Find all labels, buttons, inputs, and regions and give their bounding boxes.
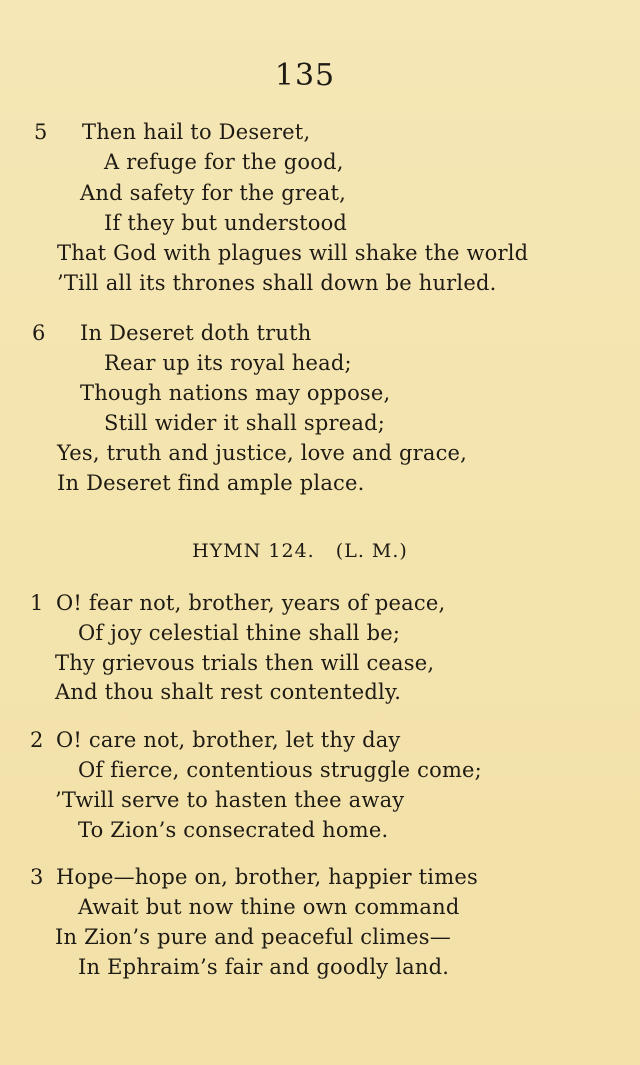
verse-line: In Ephraim’s fair and goodly land.	[78, 955, 450, 979]
verse-line: ’Till all its thrones shall down be hurled.	[57, 271, 497, 295]
verse-line: In Deseret find ample place.	[57, 471, 365, 495]
verse-line: Of joy celestial thine shall be;	[78, 621, 401, 645]
verse-line: Yes, truth and justice, love and grace,	[57, 441, 468, 465]
verse-line: That God with plagues will shake the world	[57, 241, 529, 265]
verse-line: In Zion’s pure and peaceful climes—	[55, 925, 451, 949]
verse-line: In Deseret doth truth	[80, 321, 312, 345]
verse-line: O! fear not, brother, years of peace,	[56, 591, 446, 615]
verse-number: 6	[32, 321, 46, 345]
verse-line: Hope—hope on, brother, happier times	[56, 865, 478, 889]
verse-number: 5	[34, 120, 48, 144]
verse-number: 3	[30, 865, 44, 889]
verse-number: 2	[30, 728, 44, 752]
verse-line: Rear up its royal head;	[104, 351, 352, 375]
page-number: 135	[274, 58, 336, 93]
verse-line: Await but now thine own command	[78, 895, 460, 919]
verse-line: And safety for the great,	[80, 181, 347, 205]
verse-line: If they but understood	[104, 211, 348, 235]
verse-number: 1	[30, 591, 44, 615]
verse-line: ’Twill serve to hasten thee away	[55, 788, 405, 812]
verse-line: Thy grievous trials then will cease,	[55, 651, 435, 675]
verse-line: A refuge for the good,	[104, 150, 344, 174]
verse-line: Though nations may oppose,	[80, 381, 391, 405]
verse-line: Of fierce, contentious struggle come;	[78, 758, 482, 782]
verse-line: And thou shalt rest contentedly.	[55, 680, 402, 704]
hymn-heading: HYMN 124. (L. M.)	[192, 540, 408, 562]
verse-line: Then hail to Deseret,	[82, 120, 311, 144]
verse-line: O! care not, brother, let thy day	[56, 728, 401, 752]
verse-line: To Zion’s consecrated home.	[78, 818, 389, 842]
verse-line: Still wider it shall spread;	[104, 411, 386, 435]
